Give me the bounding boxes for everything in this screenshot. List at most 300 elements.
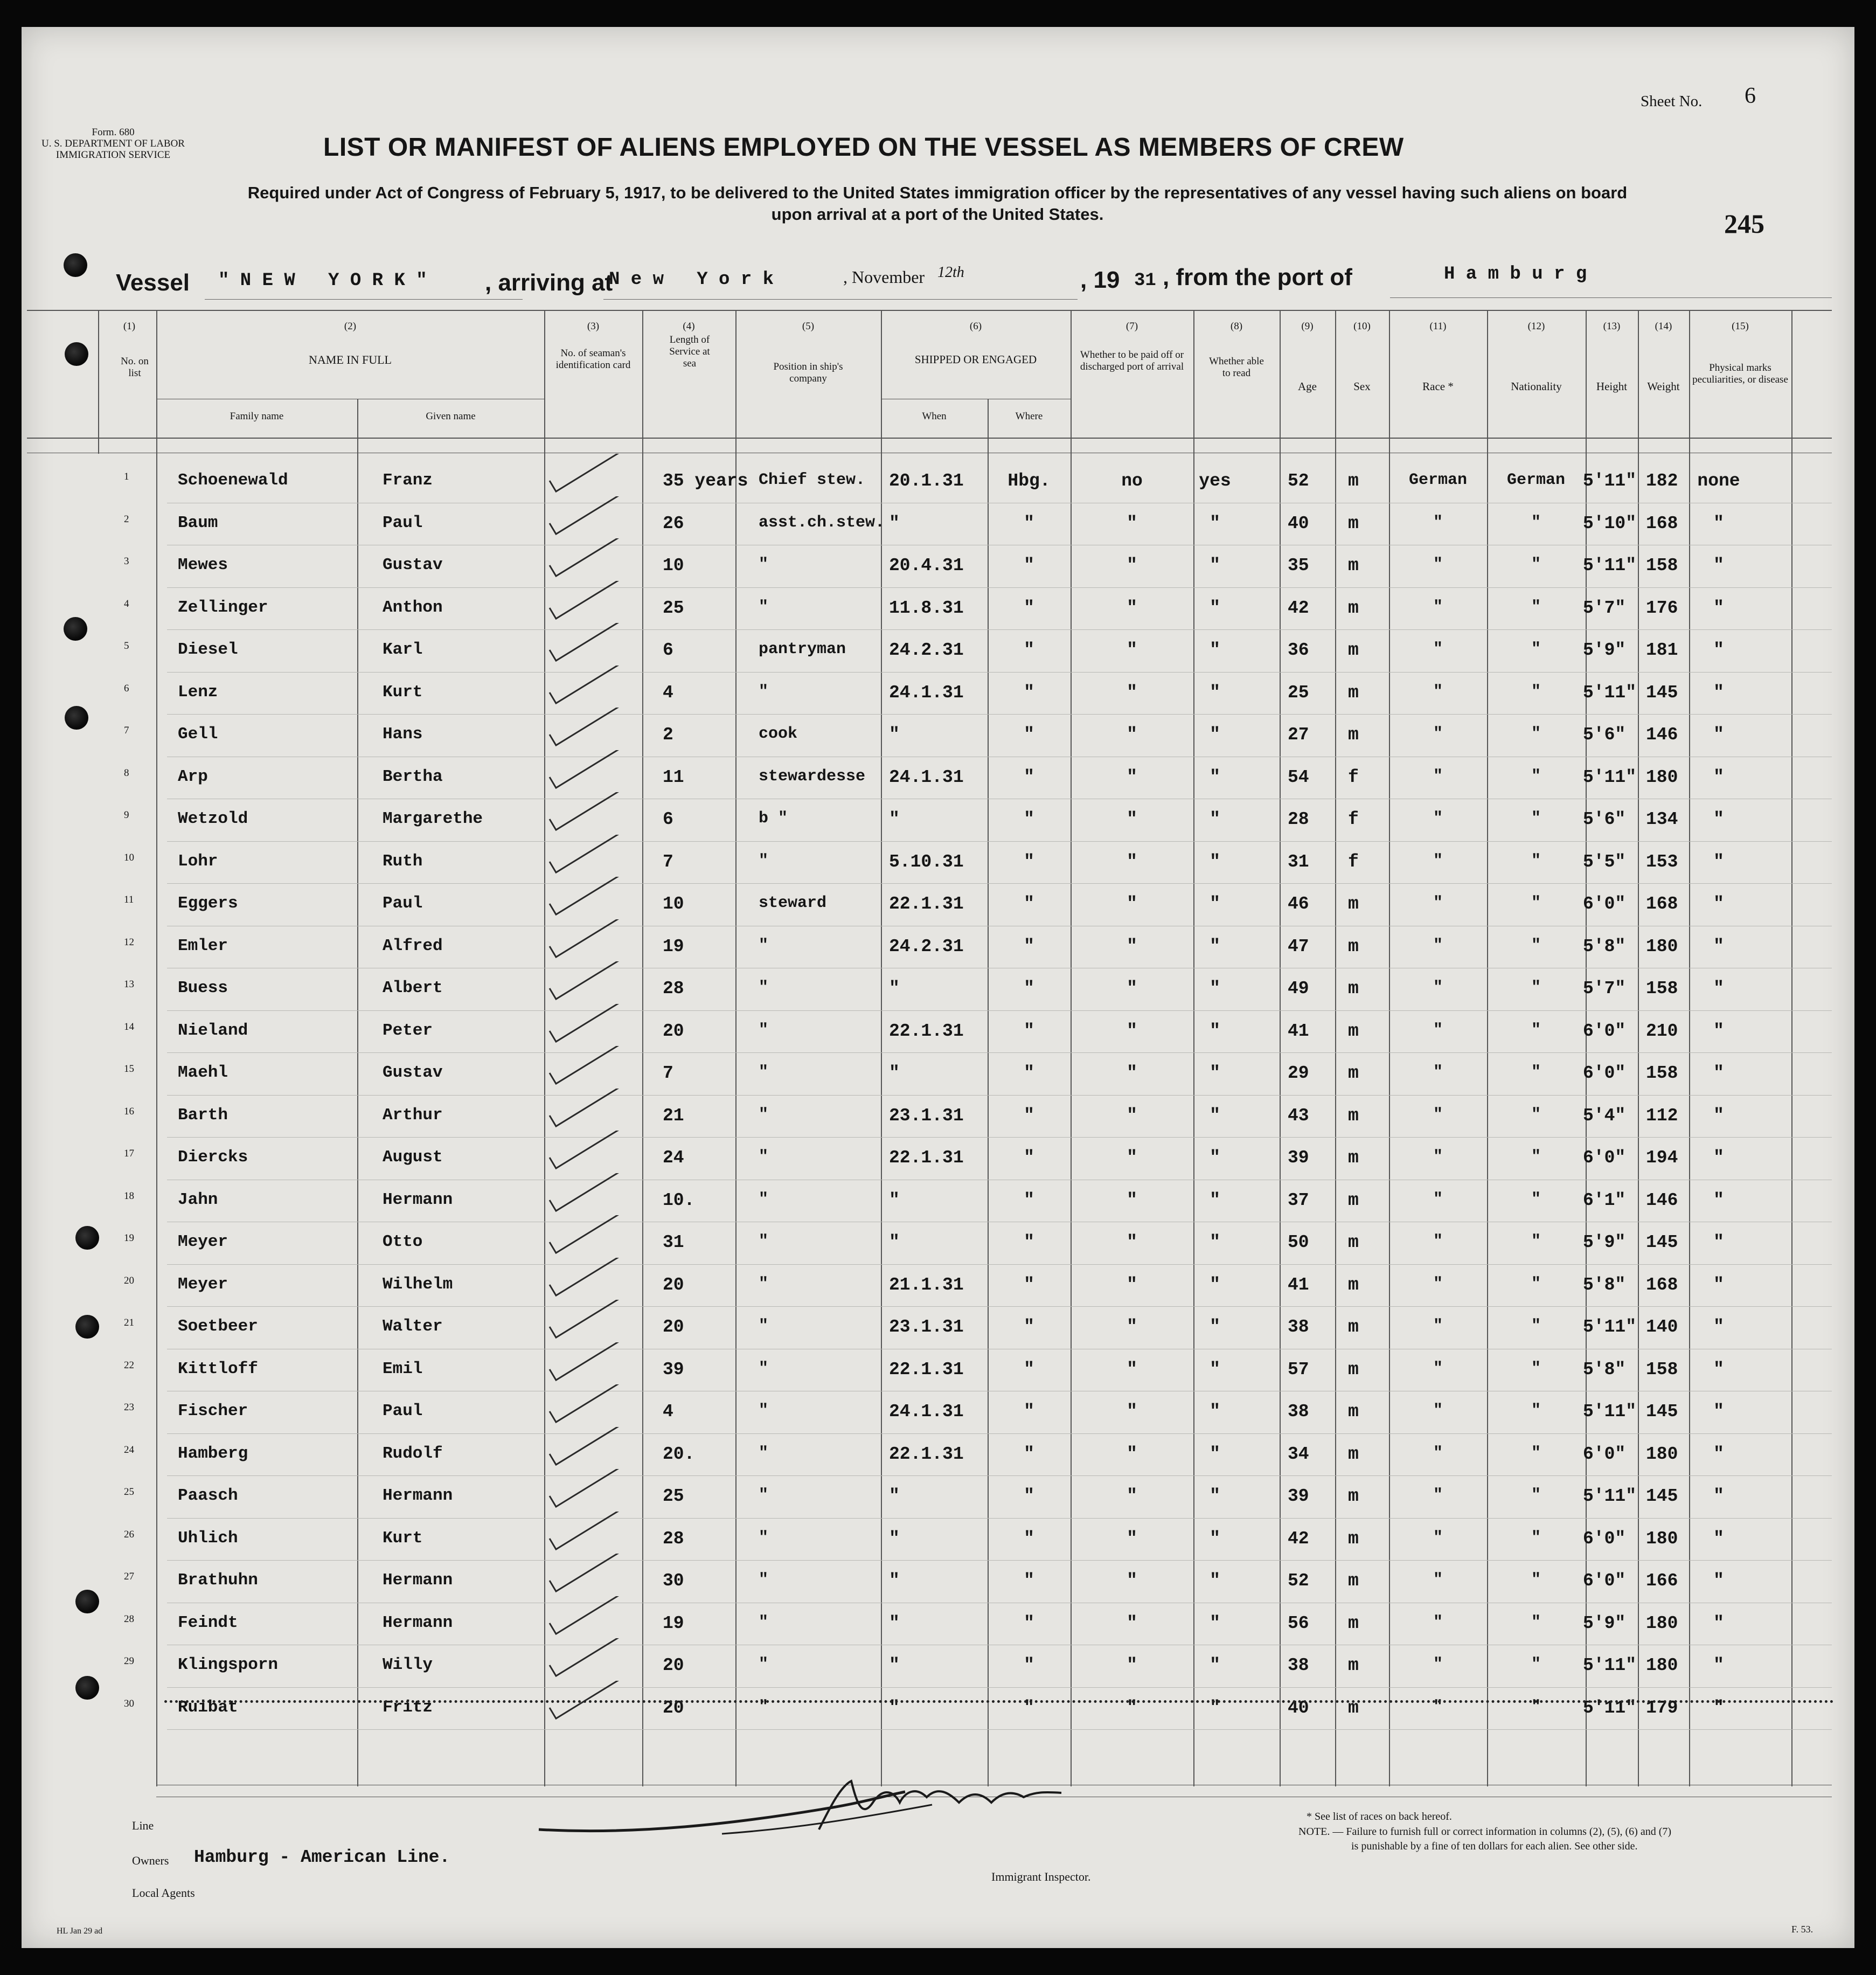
row-number: 9 (124, 809, 129, 821)
punch-hole (65, 342, 88, 366)
shipped-where-cell: " (1024, 809, 1034, 829)
physical-marks-cell: " (1713, 894, 1724, 914)
inspector-signature (528, 1770, 1088, 1846)
race-cell: " (1433, 851, 1443, 870)
given-name-cell: Hermann (383, 1190, 453, 1209)
service-cell: 35 years (663, 471, 748, 491)
race-cell: " (1433, 682, 1443, 701)
sex-cell: m (1348, 1486, 1359, 1506)
paid-off-cell: " (1127, 1655, 1137, 1675)
paid-off-cell: " (1127, 1359, 1137, 1380)
col9-num: (9) (1301, 321, 1314, 332)
race-cell: " (1433, 1571, 1443, 1589)
physical-marks-cell: " (1713, 979, 1724, 999)
given-name-cell: Paul (383, 894, 423, 913)
race-cell: " (1433, 1317, 1443, 1335)
sex-cell: m (1348, 936, 1359, 957)
able-to-read-cell: " (1210, 682, 1220, 703)
race-cell: " (1433, 1190, 1443, 1209)
height-cell: 6'0" (1583, 1021, 1626, 1041)
able-to-read-cell: " (1210, 851, 1220, 872)
nationality-cell: " (1531, 979, 1541, 997)
height-cell: 5'11" (1583, 1697, 1637, 1718)
race-cell: " (1433, 725, 1443, 743)
shipped-when-cell: 20.4.31 (889, 556, 964, 576)
col14-num: (14) (1655, 321, 1672, 332)
row-number: 25 (124, 1486, 134, 1498)
header-bottom-rule (27, 438, 1832, 439)
sex-cell: f (1348, 809, 1359, 829)
service-cell: 2 (663, 725, 673, 745)
sex-cell: m (1348, 1402, 1359, 1422)
physical-marks-cell: " (1713, 767, 1724, 787)
shipped-where-cell: " (1024, 1613, 1034, 1633)
physical-marks-cell: " (1713, 1232, 1724, 1252)
sex-cell: m (1348, 1571, 1359, 1591)
position-cell: " (759, 1105, 769, 1124)
family-name-cell: Uhlich (178, 1528, 238, 1548)
family-name-cell: Diesel (178, 640, 238, 659)
age-cell: 31 (1288, 851, 1309, 872)
nationality-cell: " (1531, 809, 1541, 828)
weight-cell: 168 (1646, 1274, 1678, 1295)
col14-header: Weight (1647, 380, 1680, 393)
row-number: 20 (124, 1274, 134, 1286)
col7-num: (7) (1125, 321, 1138, 332)
row-number: 24 (124, 1444, 134, 1456)
able-to-read-cell: " (1210, 1402, 1220, 1422)
table-top-rule (27, 310, 1832, 311)
physical-marks-cell: " (1713, 1697, 1724, 1718)
given-name-cell: Fritz (383, 1697, 433, 1717)
race-cell: " (1433, 640, 1443, 659)
sex-cell: m (1348, 894, 1359, 914)
race-cell: " (1433, 1232, 1443, 1251)
physical-marks-cell: " (1713, 1105, 1724, 1126)
position-cell: " (759, 1655, 769, 1674)
height-cell: 5'8" (1583, 1359, 1626, 1380)
paid-off-cell: " (1127, 1613, 1137, 1633)
col11-header: Race * (1422, 380, 1454, 393)
note-line-2: is punishable by a fine of ten dollars for each alien. See other side. (1351, 1840, 1638, 1852)
col2-header: NAME IN FULL (309, 353, 392, 366)
from-label: , from the port of (1163, 264, 1352, 290)
sex-cell: m (1348, 1528, 1359, 1549)
paid-off-cell: " (1127, 640, 1137, 660)
shipped-where-cell: " (1024, 1063, 1034, 1083)
col9-header: Age (1298, 380, 1317, 393)
line-label: Line (132, 1819, 154, 1832)
row-number: 8 (124, 767, 129, 779)
sex-cell: m (1348, 1021, 1359, 1041)
service-cell: 20. (663, 1444, 695, 1464)
shipped-when-cell: 24.2.31 (889, 640, 964, 660)
given-name-cell: Kurt (383, 1528, 423, 1548)
service-cell: 25 (663, 598, 684, 618)
shipped-when-cell: 21.1.31 (889, 1274, 964, 1295)
row-number: 12 (124, 936, 134, 948)
table-row (22, 463, 1854, 506)
row-number: 10 (124, 851, 134, 863)
paid-off-cell: " (1127, 1148, 1137, 1168)
paid-off-cell: " (1127, 979, 1137, 999)
inspector-label: Immigrant Inspector. (991, 1870, 1091, 1883)
paid-off-cell: " (1127, 767, 1137, 787)
weight-cell: 158 (1646, 979, 1678, 999)
sex-cell: m (1348, 640, 1359, 660)
age-cell: 46 (1288, 894, 1309, 914)
shipped-where-cell: " (1024, 1528, 1034, 1549)
subtitle-line-1: Required under Act of Congress of February 5, 1917, to be delivered to the United States immigration officer by the representatives of any vessel having such aliens on board (247, 183, 1628, 202)
physical-marks-cell: " (1713, 682, 1724, 703)
sex-cell: m (1348, 725, 1359, 745)
print-code: HL Jan 29 ad (57, 1927, 103, 1936)
weight-cell: 181 (1646, 640, 1678, 660)
shipped-when-cell: " (889, 1571, 900, 1591)
given-name-cell: Rudolf (383, 1444, 443, 1463)
weight-cell: 176 (1646, 598, 1678, 618)
position-cell: " (759, 1613, 769, 1632)
table-row (22, 506, 1854, 549)
sex-cell: m (1348, 1359, 1359, 1380)
row-number: 18 (124, 1190, 134, 1202)
given-name-cell: Albert (383, 979, 443, 997)
age-cell: 42 (1288, 1528, 1309, 1549)
family-name-cell: Baum (178, 513, 218, 532)
row-number: 22 (124, 1359, 134, 1371)
position-cell: pantryman (759, 640, 846, 659)
race-cell: " (1433, 1655, 1443, 1674)
service-cell: 21 (663, 1105, 684, 1126)
paid-off-cell: " (1127, 1232, 1137, 1252)
given-name-cell: Kurt (383, 682, 423, 702)
family-name-cell: Meyer (178, 1232, 228, 1251)
shipped-when-cell: 22.1.31 (889, 1359, 964, 1380)
position-cell: " (759, 1190, 769, 1209)
weight-cell: 194 (1646, 1148, 1678, 1168)
nationality-cell: " (1531, 851, 1541, 870)
col4-num: (4) (683, 321, 695, 332)
sex-cell: m (1348, 1613, 1359, 1633)
shipped-where-cell: " (1024, 851, 1034, 872)
shipped-when-cell: " (889, 1697, 900, 1718)
age-cell: 42 (1288, 598, 1309, 618)
paid-off-cell: " (1127, 1274, 1137, 1295)
shipped-when-cell: " (889, 1232, 900, 1252)
shipped-where-cell: " (1024, 1190, 1034, 1210)
family-name-cell: Lenz (178, 682, 218, 702)
able-to-read-cell: " (1210, 640, 1220, 660)
col2-given-header: Given name (426, 411, 476, 422)
service-cell: 25 (663, 1486, 684, 1506)
age-cell: 35 (1288, 556, 1309, 576)
service-cell: 26 (663, 513, 684, 533)
row-number: 19 (124, 1232, 134, 1244)
physical-marks-cell: " (1713, 1571, 1724, 1591)
nationality-cell: " (1531, 682, 1541, 701)
given-name-cell: Otto (383, 1232, 423, 1251)
height-cell: 5'11" (1583, 556, 1637, 576)
nationality-cell: " (1531, 1063, 1541, 1082)
height-cell: 5'6" (1583, 725, 1626, 745)
row-number: 17 (124, 1148, 134, 1159)
age-cell: 27 (1288, 725, 1309, 745)
shipped-when-cell: 23.1.31 (889, 1317, 964, 1337)
col2-num: (2) (344, 321, 357, 332)
origin-port: H a m b u r g (1444, 264, 1587, 285)
physical-marks-cell: " (1713, 1655, 1724, 1675)
nationality-cell: " (1531, 1697, 1541, 1716)
shipped-when-cell: " (889, 725, 900, 745)
weight-cell: 112 (1646, 1105, 1678, 1126)
row-number: 29 (124, 1655, 134, 1667)
family-name-cell: Feindt (178, 1613, 238, 1632)
given-name-cell: Peter (383, 1021, 433, 1040)
service-cell: 10 (663, 556, 684, 576)
family-name-cell: Arp (178, 767, 208, 786)
physical-marks-cell: " (1713, 640, 1724, 660)
weight-cell: 210 (1646, 1021, 1678, 1041)
table-row (22, 1479, 1854, 1521)
sex-cell: m (1348, 1105, 1359, 1126)
col10-num: (10) (1353, 321, 1371, 332)
sheet-number: 6 (1745, 84, 1756, 108)
sex-cell: m (1348, 1190, 1359, 1210)
table-row (22, 1394, 1854, 1437)
col8-header: Whether able to read (1209, 356, 1264, 379)
paid-off-cell: " (1127, 682, 1137, 703)
service-cell: 6 (663, 640, 673, 660)
paid-off-cell: " (1127, 513, 1137, 533)
height-cell: 5'11" (1583, 471, 1637, 491)
row-number: 7 (124, 725, 129, 736)
age-cell: 39 (1288, 1486, 1309, 1506)
position-cell: " (759, 1402, 769, 1420)
document-title: LIST OR MANIFEST OF ALIENS EMPLOYED ON THE VESSEL AS MEMBERS OF CREW (323, 133, 1404, 162)
service-cell: 28 (663, 979, 684, 999)
height-cell: 5'6" (1583, 809, 1626, 829)
race-cell: " (1433, 598, 1443, 616)
col6-where-header: Where (1015, 411, 1043, 422)
race-cell: " (1433, 1402, 1443, 1420)
sex-cell: m (1348, 1655, 1359, 1675)
service-cell: 6 (663, 809, 673, 829)
physical-marks-cell: " (1713, 1063, 1724, 1083)
row-number: 2 (124, 513, 129, 525)
sex-cell: m (1348, 1232, 1359, 1252)
family-name-cell: Emler (178, 936, 228, 955)
able-to-read-cell: " (1210, 1148, 1220, 1168)
height-cell: 5'9" (1583, 640, 1626, 660)
race-cell: " (1433, 1148, 1443, 1166)
shipped-when-cell: " (889, 979, 900, 999)
weight-cell: 145 (1646, 682, 1678, 703)
shipped-where-cell: Hbg. (1008, 471, 1051, 491)
sex-cell: m (1348, 598, 1359, 618)
race-cell: " (1433, 1444, 1443, 1463)
height-cell: 6'0" (1583, 1444, 1626, 1464)
shipped-where-cell: " (1024, 1148, 1034, 1168)
table-row (22, 1352, 1854, 1395)
able-to-read-cell: " (1210, 725, 1220, 745)
shipped-when-cell: 22.1.31 (889, 1021, 964, 1041)
col3-num: (3) (587, 321, 600, 332)
table-row (22, 675, 1854, 718)
given-name-cell: Arthur (383, 1105, 443, 1125)
position-cell: stewardesse (759, 767, 866, 786)
able-to-read-cell: " (1210, 1655, 1220, 1675)
position-cell: " (759, 1232, 769, 1251)
position-cell: " (759, 1486, 769, 1505)
age-cell: 38 (1288, 1402, 1309, 1422)
service-name: IMMIGRATION SERVICE (55, 149, 171, 161)
sex-cell: m (1348, 1697, 1359, 1718)
shipped-where-cell: " (1024, 1274, 1034, 1295)
weight-cell: 145 (1646, 1402, 1678, 1422)
weight-cell: 180 (1646, 1444, 1678, 1464)
weight-cell: 145 (1646, 1486, 1678, 1506)
paid-off-cell: " (1127, 1063, 1137, 1083)
age-cell: 25 (1288, 682, 1309, 703)
physical-marks-cell: " (1713, 851, 1724, 872)
height-cell: 5'4" (1583, 1105, 1626, 1126)
given-name-cell: Wilhelm (383, 1274, 453, 1294)
table-row (22, 1437, 1854, 1479)
height-cell: 5'11" (1583, 1655, 1637, 1675)
sex-cell: m (1348, 556, 1359, 576)
shipped-when-cell: " (889, 1486, 900, 1506)
service-cell: 19 (663, 1613, 684, 1633)
col6-num: (6) (969, 321, 982, 332)
height-cell: 5'5" (1583, 851, 1626, 872)
service-cell: 31 (663, 1232, 684, 1252)
physical-marks-cell: " (1713, 725, 1724, 745)
col12-header: Nationality (1511, 380, 1562, 393)
given-name-cell: Willy (383, 1655, 433, 1674)
given-name-cell: Bertha (383, 767, 443, 786)
nationality-cell: " (1531, 1444, 1541, 1463)
family-name-cell: Diercks (178, 1148, 248, 1167)
shipped-when-cell: 24.1.31 (889, 767, 964, 787)
race-cell: " (1433, 894, 1443, 912)
able-to-read-cell: " (1210, 809, 1220, 829)
physical-marks-cell: " (1713, 1274, 1724, 1295)
nationality-cell: " (1531, 640, 1541, 659)
note-line-1: NOTE. — Failure to furnish full or correct information in columns (2), (5), (6) and (7) (1298, 1826, 1672, 1838)
table-row (22, 929, 1854, 972)
height-cell: 5'7" (1583, 598, 1626, 618)
nationality-cell: " (1531, 1190, 1541, 1209)
height-cell: 6'1" (1583, 1190, 1626, 1210)
physical-marks-cell: " (1713, 1613, 1724, 1633)
family-name-cell: Lohr (178, 851, 218, 871)
table-row (22, 1140, 1854, 1183)
height-cell: 5'7" (1583, 979, 1626, 999)
table-row (22, 1225, 1854, 1267)
age-cell: 47 (1288, 936, 1309, 957)
paid-off-cell: " (1127, 725, 1137, 745)
given-name-cell: Hermann (383, 1571, 453, 1590)
physical-marks-cell: " (1713, 556, 1724, 576)
shipped-where-cell: " (1024, 894, 1034, 914)
service-cell: 7 (663, 851, 673, 872)
given-name-cell: Paul (383, 1402, 423, 1420)
row-number: 16 (124, 1105, 134, 1117)
table-row (22, 717, 1854, 760)
nationality-cell: " (1531, 556, 1541, 574)
col2-family-header: Family name (230, 411, 284, 422)
table-row (22, 548, 1854, 591)
physical-marks-cell: " (1713, 598, 1724, 618)
col6-header: SHIPPED OR ENGAGED (914, 353, 1037, 366)
sex-cell: m (1348, 1444, 1359, 1464)
age-cell: 57 (1288, 1359, 1309, 1380)
height-cell: 5'11" (1583, 767, 1637, 787)
owners-value: Hamburg - American Line. (194, 1847, 450, 1867)
row-number: 13 (124, 979, 134, 990)
paid-off-cell: " (1127, 1697, 1137, 1718)
position-cell: " (759, 1274, 769, 1293)
able-to-read-cell: " (1210, 1613, 1220, 1633)
age-cell: 38 (1288, 1317, 1309, 1337)
table-row (22, 1014, 1854, 1056)
shipped-where-cell: " (1024, 1444, 1034, 1464)
shipped-when-cell: 5.10.31 (889, 851, 964, 872)
shipped-when-cell: " (889, 1613, 900, 1633)
col11-num: (11) (1429, 321, 1447, 332)
shipped-where-cell: " (1024, 1697, 1034, 1718)
position-cell: " (759, 598, 769, 616)
sex-cell: m (1348, 1063, 1359, 1083)
physical-marks-cell: " (1713, 513, 1724, 533)
table-row (22, 844, 1854, 887)
nationality-cell: " (1531, 1655, 1541, 1674)
shipped-when-cell: 22.1.31 (889, 1444, 964, 1464)
paid-off-cell: no (1121, 471, 1143, 491)
col13-num: (13) (1603, 321, 1621, 332)
sex-cell: m (1348, 513, 1359, 533)
col5-header: Position in ship's company (773, 361, 843, 384)
weight-cell: 146 (1646, 1190, 1678, 1210)
height-cell: 5'11" (1583, 1317, 1637, 1337)
family-name-cell: Mewes (178, 556, 228, 574)
col7-header: Whether to be paid off or discharged port of arrival (1080, 349, 1184, 372)
sex-cell: f (1348, 767, 1359, 787)
nationality-cell: " (1531, 1274, 1541, 1293)
row-number: 3 (124, 556, 129, 567)
shipped-where-cell: " (1024, 767, 1034, 787)
stamp-number: 245 (1724, 209, 1764, 239)
shipped-when-cell: " (889, 1063, 900, 1083)
vessel-name: " N E W Y O R K " (218, 271, 427, 291)
row-number: 15 (124, 1063, 134, 1075)
family-name-cell: Barth (178, 1105, 228, 1125)
nationality-cell: " (1531, 1317, 1541, 1335)
able-to-read-cell: " (1210, 979, 1220, 999)
able-to-read-cell: " (1210, 936, 1220, 957)
paid-off-cell: " (1127, 1571, 1137, 1591)
position-cell: " (759, 979, 769, 997)
height-cell: 5'11" (1583, 1402, 1637, 1422)
able-to-read-cell: " (1210, 767, 1220, 787)
weight-cell: 168 (1646, 513, 1678, 533)
service-cell: 20 (663, 1021, 684, 1041)
position-cell: " (759, 936, 769, 955)
table-row (22, 1648, 1854, 1690)
col1-header: No. on list (121, 356, 149, 379)
position-cell: " (759, 851, 769, 870)
form-code: F. 53. (1791, 1924, 1814, 1935)
